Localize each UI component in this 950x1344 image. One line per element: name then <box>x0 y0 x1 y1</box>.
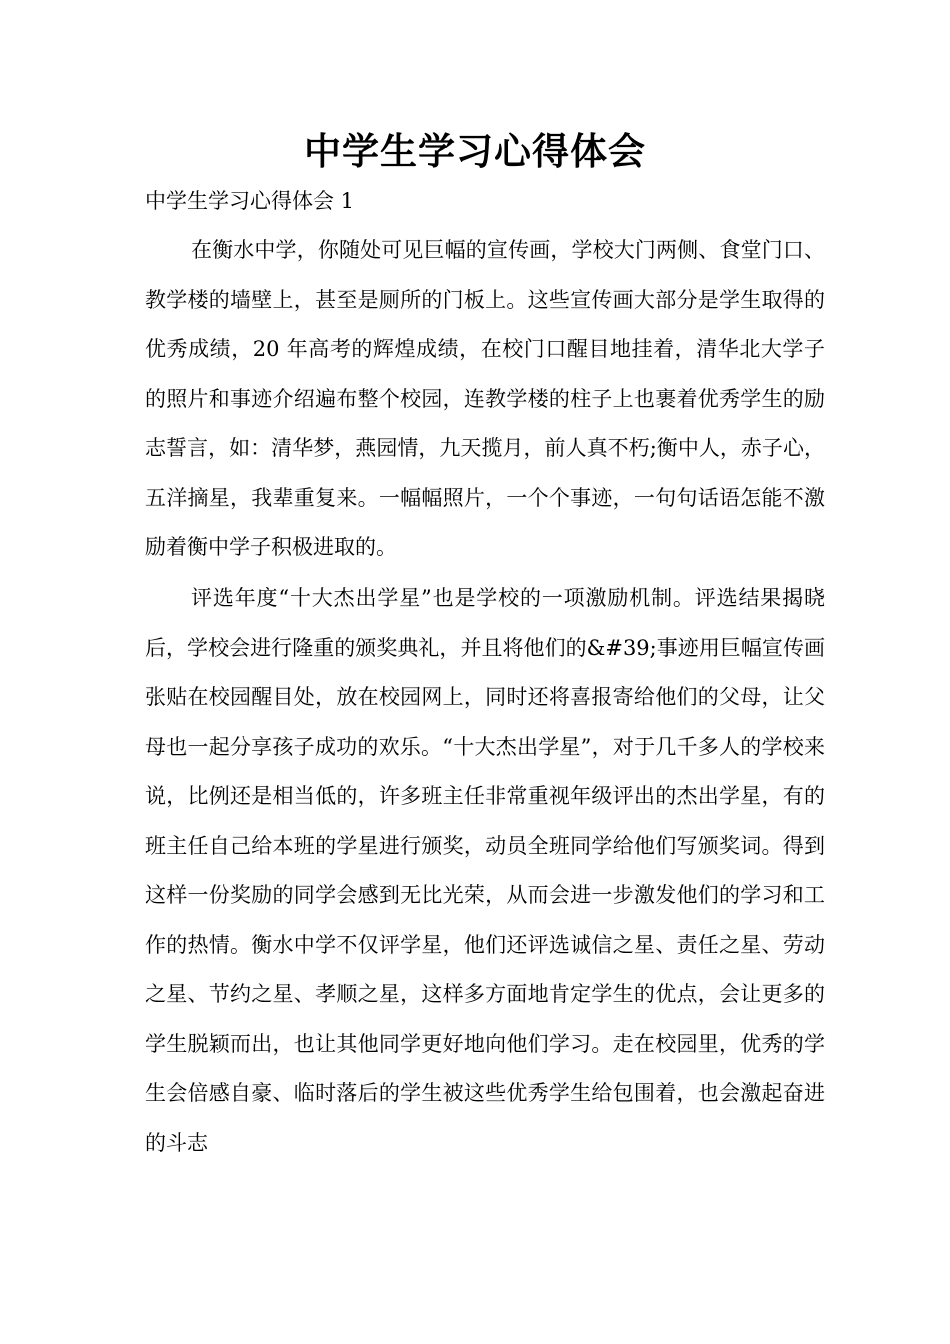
document-title: 中学生学习心得体会 <box>304 130 646 173</box>
paragraph-1: 在衡水中学，你随处可见巨幅的宣传画，学校大门两侧、食堂门口、教学楼的墙壁上，甚至是厕所的门板上。这些宣传画大部分是学生取得的优秀成绩，20 年高考的辉煌成绩，在校门口醒目地挂着，清华北大学子的照片和事迹介绍遍布整个校园，连教学楼的柱子上也裹着优秀学生的励志誓言，如：清华梦，燕园情，九天揽月，前人真不朽;衡中人，赤子心，五洋摘星，我辈重复来。一幅幅照片，一个个事迹，一句句话语怎能不激励着衡中学子积极进取的。 <box>145 238 825 559</box>
section-heading: 中学生学习心得体会 1 <box>145 189 355 213</box>
paragraph-2: 评选年度“十大杰出学星”也是学校的一项激励机制。评选结果揭晓后，学校会进行隆重的颁奖典礼，并且将他们的&#39;事迹用巨幅宣传画张贴在校园醒目处，放在校园网上，同时还将喜报寄给他们的父母，让父母也一起分享孩子成功的欢乐。“十大杰出学星”，对于几千多人的学校来说，比例还是相当低的，许多班主任非常重视年级评出的杰出学星，有的班主任自己给本班的学星进行颁奖，动员全班同学给他们写颁奖词。得到这样一份奖励的同学会感到无比光荣，从而会进一步激发他们的学习和工作的热情。衡水中学不仅评学星，他们还评选诚信之星、责任之星、劳动之星、节约之星、孝顺之星，这样多方面地肯定学生的优点，会让更多的学生脱颖而出，也让其他同学更好地向他们学习。走在校园里，优秀的学生会倍感自豪、临时落后的学生被这些优秀学生给包围着，也会激起奋进的斗志 <box>145 586 825 1155</box>
